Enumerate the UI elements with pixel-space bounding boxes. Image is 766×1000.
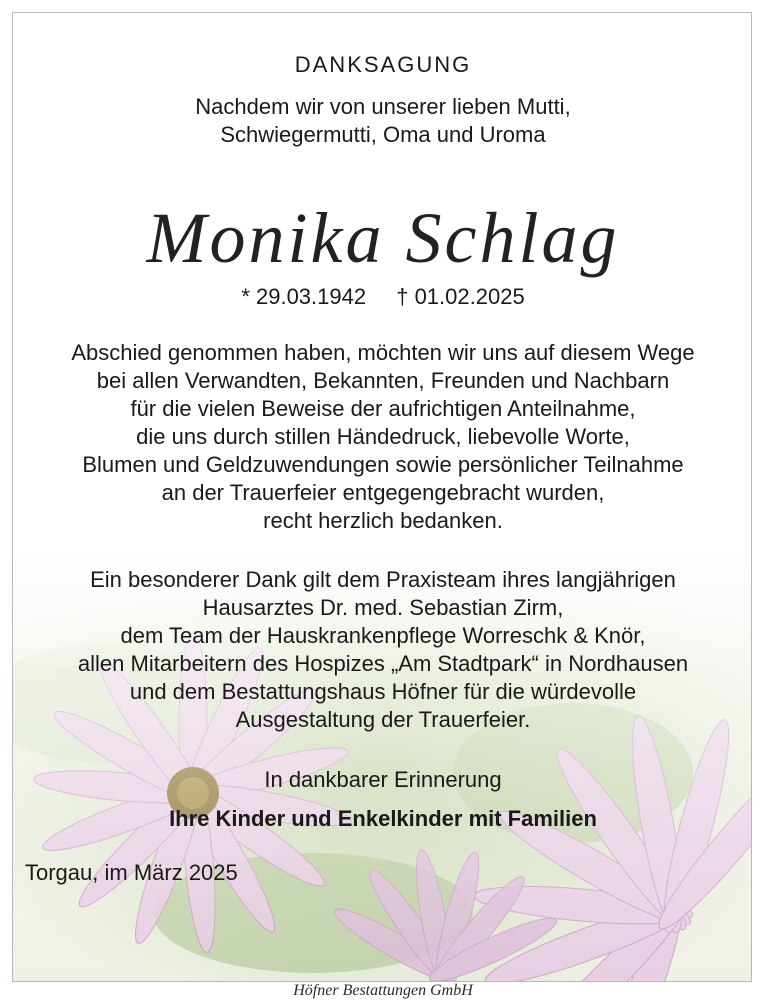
signers: Ihre Kinder und Enkelkinder mit Familien — [169, 806, 597, 831]
thanks-line: allen Mitarbeitern des Hospizes „Am Stadtpark“ in Nordhausen — [77, 651, 689, 676]
heading: DANKSAGUNG — [294, 52, 472, 77]
intro-line: Nachdem wir von unserer lieben Mutti, — [195, 94, 571, 119]
closing-phrase: In dankbarer Erinnerung — [264, 767, 502, 792]
thanks-line: und dem Bestattungshaus Höfner für die würdevolle — [129, 679, 637, 704]
intro-line: Schwiegermutti, Oma und Uroma — [220, 122, 546, 147]
thanks-line: Hausarztes Dr. med. Sebastian Zirm, — [202, 595, 564, 620]
body-line: für die vielen Beweise der aufrichtigen Anteilnahme, — [130, 396, 636, 421]
body-line: bei allen Verwandten, Bekannten, Freunden und Nachbarn — [96, 368, 670, 393]
notice-frame — [12, 12, 752, 982]
body-line: recht herzlich bedanken. — [263, 508, 503, 533]
thanks-line: dem Team der Hauskrankenpflege Worreschk & Knör, — [120, 623, 646, 648]
thanks-line: Ausgestaltung der Trauerfeier. — [235, 707, 531, 732]
thanks-line: Ein besonderer Dank gilt dem Praxisteam ihres langjährigen — [90, 567, 676, 592]
funeral-home-credit: Höfner Bestattungen GmbH — [293, 982, 473, 999]
body-line: an der Trauerfeier entgegengebracht wurden, — [161, 480, 605, 505]
life-dates — [13, 283, 752, 311]
body-line: Blumen und Geldzuwendungen sowie persönlicher Teilnahme — [82, 452, 684, 477]
body-line: die uns durch stillen Händedruck, liebevolle Worte, — [136, 424, 630, 449]
body-line: Abschied genommen haben, möchten wir uns auf diesem Wege — [71, 340, 695, 365]
notice-content — [13, 13, 752, 982]
deceased-name: Monika Schlag — [146, 198, 620, 278]
place-and-date: Torgau, im März 2025 — [25, 860, 238, 885]
birth-date: * 29.03.1942 — [241, 284, 367, 309]
death-date: † 01.02.2025 — [396, 284, 525, 309]
